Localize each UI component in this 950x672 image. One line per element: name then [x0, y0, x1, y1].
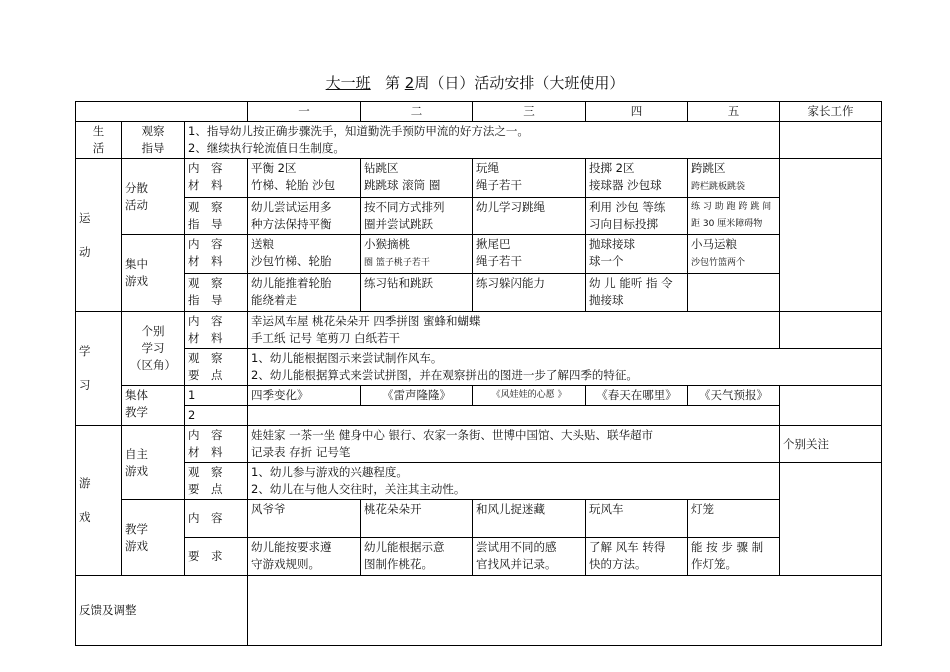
- category-sport: 运 动: [76, 159, 122, 312]
- study-individual-content-row: [76, 312, 882, 349]
- feedback-content: [248, 576, 882, 646]
- cell: 练 习 助 跑 跨 跳 间 距 30 厘米障碍物: [688, 198, 780, 235]
- cell: 练习躲闪能力: [473, 274, 586, 312]
- label-content: 内 容 材 料: [185, 235, 248, 274]
- cell: 和风儿捉迷藏: [473, 500, 586, 538]
- cell: 1、幼儿能根据图示来尝试制作风车。 2、幼儿能根据算式来尝试拼图，并在观察拼出的图进一步了解四季的特征。: [248, 349, 882, 386]
- page-title: [0, 72, 950, 93]
- title-class: 大一班: [325, 74, 371, 92]
- play-free-observe-row: [76, 463, 882, 500]
- cell: 娃娃家 一茶一坐 健身中心 银行、农家一条街、世博中国馆、大头贴、联华超市 记录表 存折 记号笔: [248, 426, 780, 463]
- lesson: 《风娃娃的心愿 》: [473, 386, 586, 406]
- header-day: 五: [688, 102, 780, 122]
- study-collective-name: 集体 教学: [122, 386, 185, 426]
- life-content: 1、指导幼儿按正确步骤洗手，知道勤洗手预防甲流的好方法之一。 2、继续执行轮流值日生制度。: [185, 122, 780, 159]
- parents-cell: [780, 159, 882, 312]
- sport-scattered-observe-row: [76, 198, 882, 235]
- header-parents: 家长工作: [780, 102, 882, 122]
- cell: 抛球接球 球一个: [586, 235, 688, 274]
- cell: 1、幼儿参与游戏的兴趣程度。 2、幼儿在与他人交往时，关注其主动性。: [248, 463, 780, 500]
- cell: 揪尾巴 绳子若干: [473, 235, 586, 274]
- cell: 钻跳区 跳跳球 滚筒 圈: [361, 159, 473, 198]
- cell: 跨跳区 跨栏跳板跳袋: [688, 159, 780, 198]
- title-week-post: 周（日）活动安排（大班使用）: [414, 74, 625, 92]
- study-collective-row-2: [76, 406, 882, 426]
- feedback-row: [76, 576, 882, 646]
- label-content: 内 容 材 料: [185, 312, 248, 349]
- cell: 平衡 2区 竹梯、轮胎 沙包: [248, 159, 361, 198]
- feedback-label: 反馈及调整: [76, 576, 248, 646]
- cell: [248, 406, 780, 426]
- play-teaching-content-row: [76, 500, 882, 538]
- play-free-content-row: [76, 426, 882, 463]
- study-individual-name: 个别 学习 （区角）: [122, 312, 185, 386]
- cell: 灯笼: [688, 500, 780, 538]
- cell: 风爷爷: [248, 500, 361, 538]
- title-week-pre: 第: [384, 74, 400, 92]
- label-requirement: 要 求: [185, 538, 248, 576]
- lesson: 《雷声隆隆》: [361, 386, 473, 406]
- cell: 玩风车: [586, 500, 688, 538]
- cell: 玩绳 绳子若干: [473, 159, 586, 198]
- parents-cell: [780, 122, 882, 159]
- cell: 2: [185, 406, 248, 426]
- cell: 幼儿能按要求遵 守游戏规则。: [248, 538, 361, 576]
- header-blank: [76, 102, 248, 122]
- cell: 利用 沙包 等练 习向目标投掷: [586, 198, 688, 235]
- category-study: 学 习: [76, 312, 122, 426]
- cell: 幼儿学习跳绳: [473, 198, 586, 235]
- life-row: [76, 122, 882, 159]
- header-day: 二: [361, 102, 473, 122]
- cell: 了解 风车 转得 快的方法。: [586, 538, 688, 576]
- study-individual-observe-row: [76, 349, 882, 386]
- header-day: 一: [248, 102, 361, 122]
- cell: 练习钻和跳跃: [361, 274, 473, 312]
- title-week-num: 2: [404, 74, 415, 92]
- label-observe: 观 察 指 导: [185, 198, 248, 235]
- cell: 按不同方式排列 圈并尝试跳跃: [361, 198, 473, 235]
- cell: 送粮 沙包竹梯、轮胎: [248, 235, 361, 274]
- label-observe: 观 察 指 导: [185, 274, 248, 312]
- sport-group-name: 集中 游戏: [122, 235, 185, 312]
- parents-cell: [780, 386, 882, 426]
- sport-group-observe-row: [76, 274, 882, 312]
- category-play: 游 戏: [76, 426, 122, 576]
- cell: 能 按 步 骤 制 作灯笼。: [688, 538, 780, 576]
- label-observe: 观 察 要 点: [185, 463, 248, 500]
- cell: 尝试用不同的感 官找风并记录。: [473, 538, 586, 576]
- cell: 1: [185, 386, 248, 406]
- lesson: 《天气预报》: [688, 386, 780, 406]
- parents-cell: [780, 312, 882, 349]
- play-teaching-req-row: [76, 538, 882, 576]
- cell: 幼儿能推着轮胎 能绕着走: [248, 274, 361, 312]
- play-teaching-name: 教学 游戏: [122, 500, 185, 576]
- label-content: 内 容 材 料: [185, 159, 248, 198]
- cell: 幼儿尝试运用多 种方法保持平衡: [248, 198, 361, 235]
- schedule-table: [75, 101, 882, 646]
- sport-scattered-name: 分散 活动: [122, 159, 185, 235]
- cell: 幸运风车屋 桃花朵朵开 四季拼图 蜜蜂和蝴蝶 手工纸 记号 笔剪刀 白纸若干: [248, 312, 780, 349]
- lesson: 四季变化》: [248, 386, 361, 406]
- parents-individual-attention: 个别关注: [780, 426, 882, 463]
- play-free-name: 自主 游戏: [122, 426, 185, 500]
- sport-scattered-content-row: [76, 159, 882, 198]
- label-content: 内 容: [185, 500, 248, 538]
- cell: 小马运粮 沙包竹篮两个: [688, 235, 780, 274]
- label-content: 内 容 材 料: [185, 426, 248, 463]
- category-life: 生 活: [76, 122, 122, 159]
- sport-group-content-row: [76, 235, 882, 274]
- study-collective-row-1: [76, 386, 882, 406]
- header-day: 四: [586, 102, 688, 122]
- cell: 桃花朵朵开: [361, 500, 473, 538]
- life-sub: 观察 指导: [122, 122, 185, 159]
- cell: [688, 274, 780, 312]
- header-row: [76, 102, 882, 122]
- label-observe: 观 察 要 点: [185, 349, 248, 386]
- lesson: 《春天在哪里》: [586, 386, 688, 406]
- parents-cell: [780, 463, 882, 576]
- cell: 幼 儿 能听 指 令 抛接球: [586, 274, 688, 312]
- cell: 幼儿能根据示意 图制作桃花。: [361, 538, 473, 576]
- cell: 投掷 2区 接球器 沙包球: [586, 159, 688, 198]
- cell: 小猴摘桃 圈 篮子桃子若干: [361, 235, 473, 274]
- header-day: 三: [473, 102, 586, 122]
